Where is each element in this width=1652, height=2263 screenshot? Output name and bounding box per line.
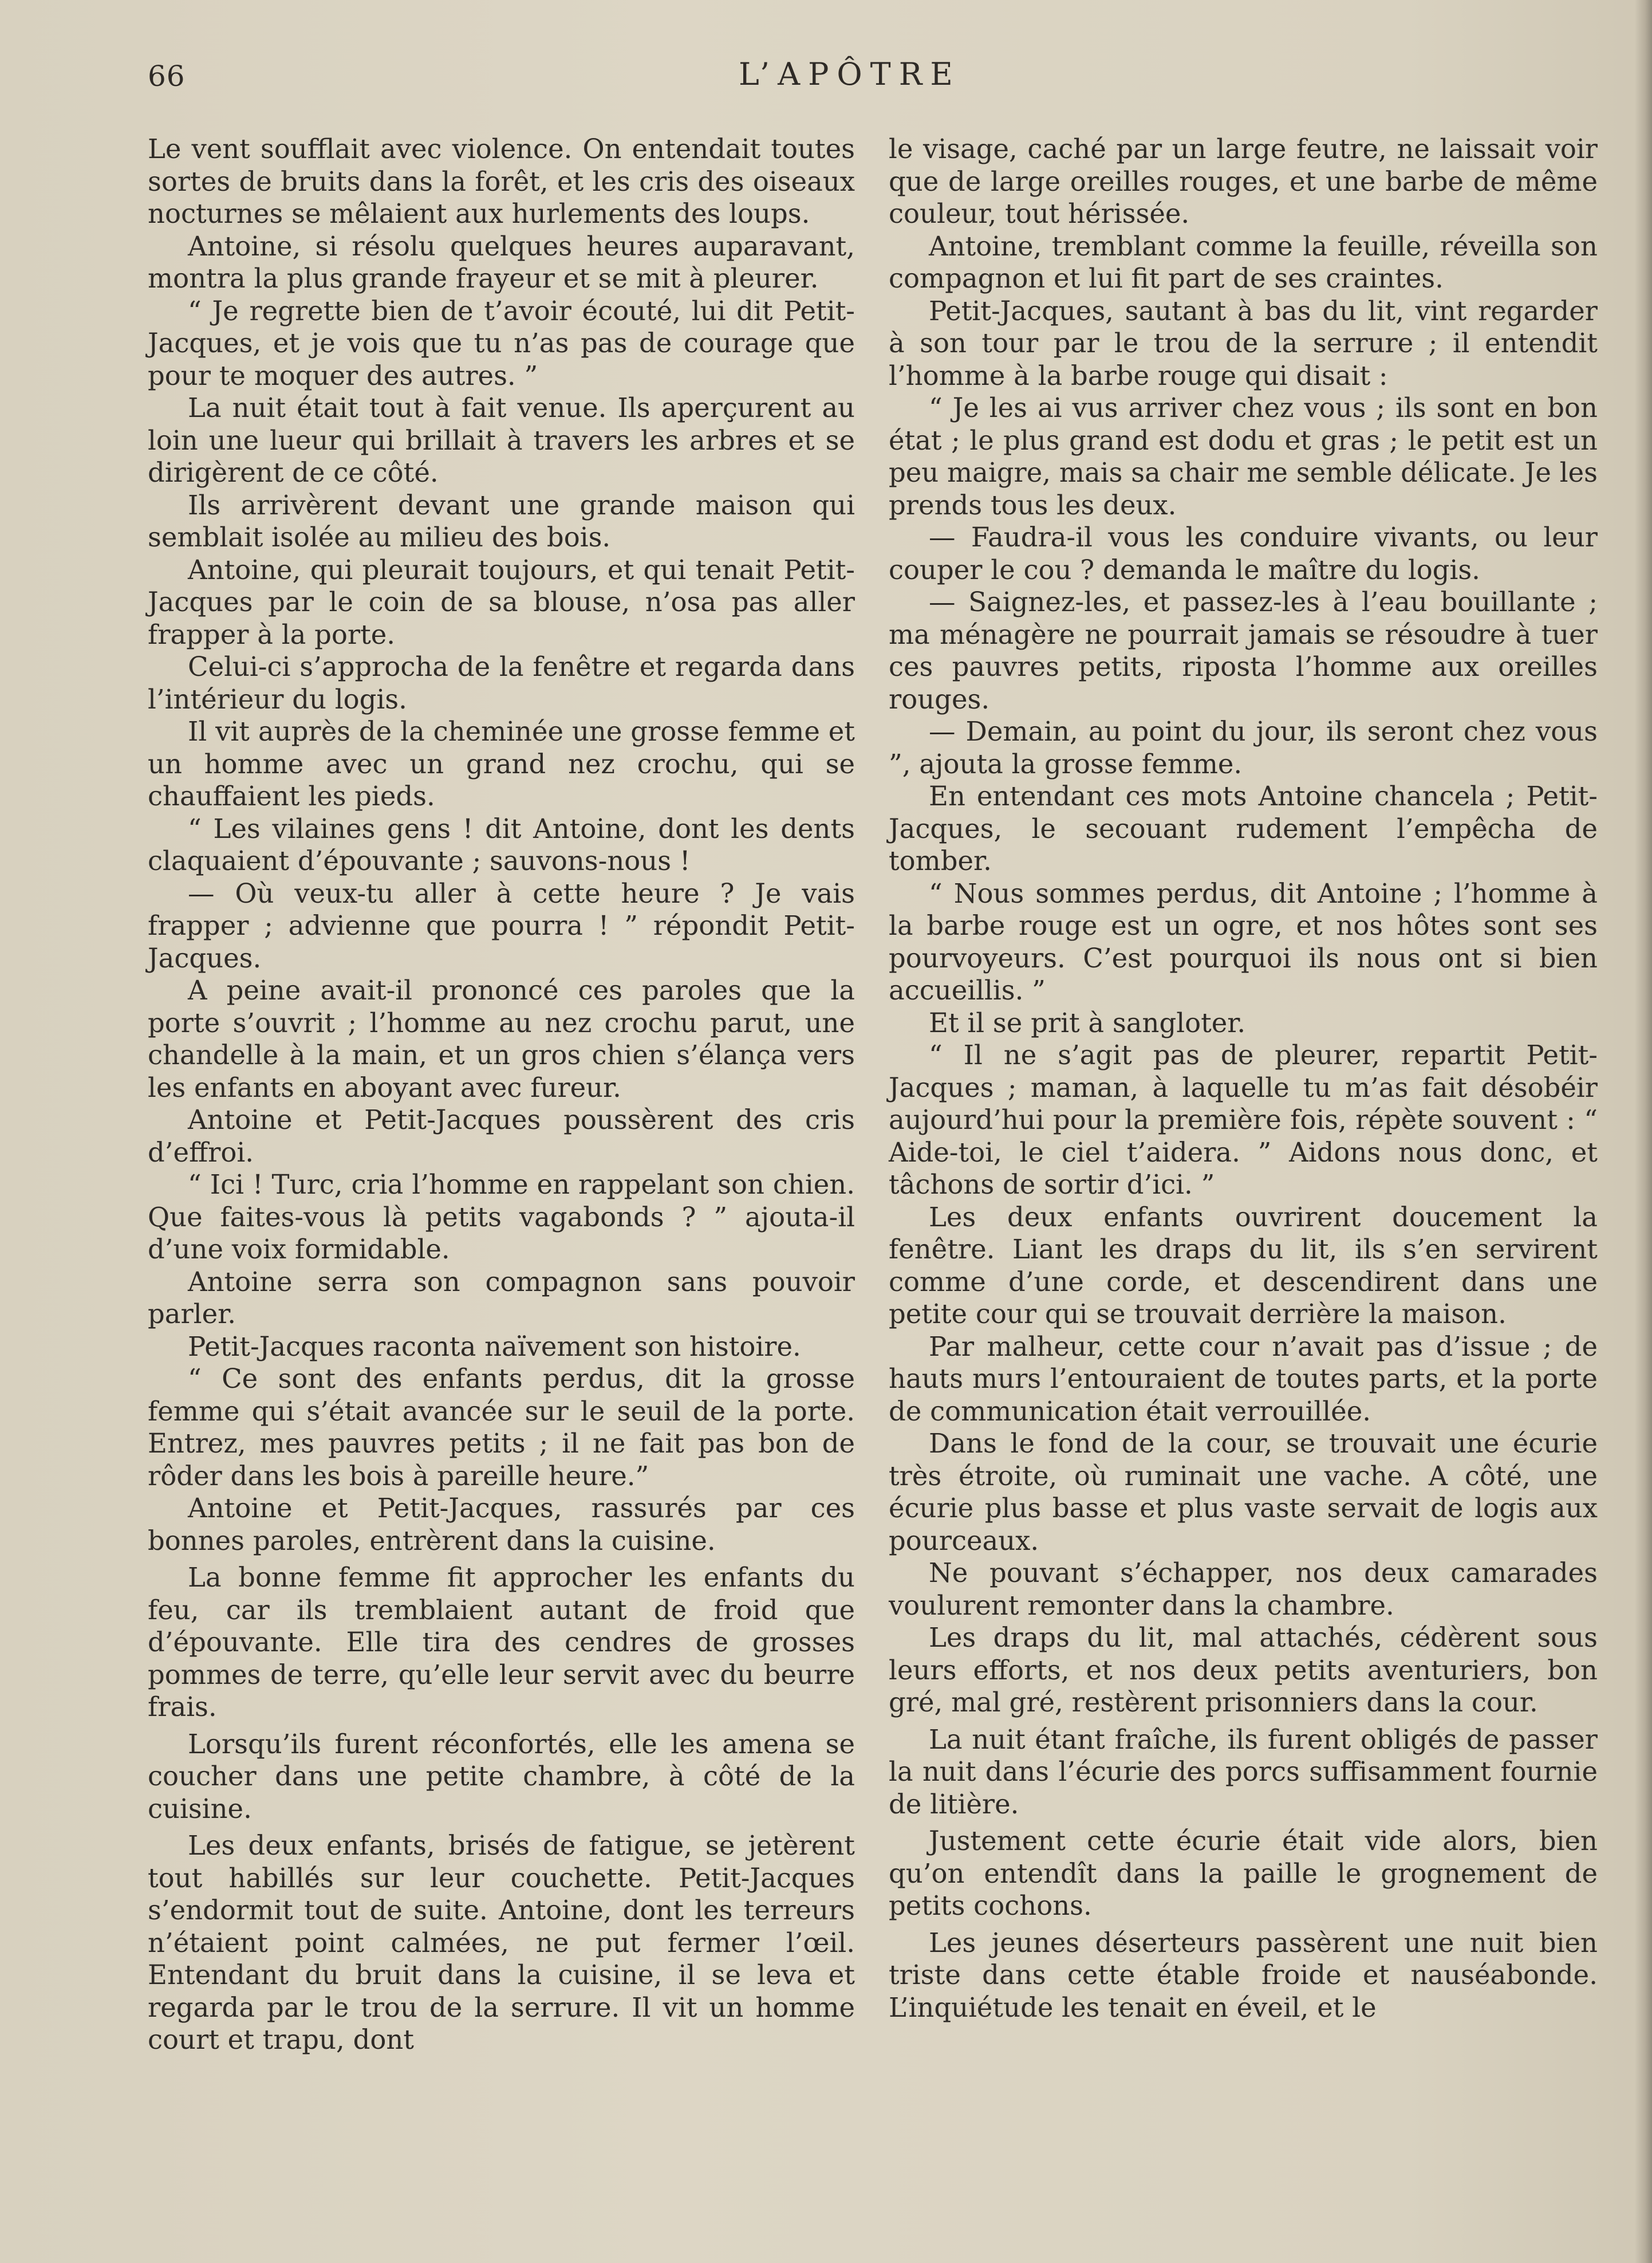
paragraph: En entendant ces mots Antoine chancela ; Petit-Jacques, le secouant rudement l’empêcha de tomber. [889, 781, 1598, 876]
paragraph: Les deux enfants ouvrirent doucement la fenêtre. Liant les draps du lit, ils s’en servirent comme d’une corde, et descendirent dans une petite cour qui se trouvait derrière la maison. [889, 1201, 1598, 1329]
paragraph: Par malheur, cette cour n’avait pas d’issue ; de hauts murs l’entouraient de toutes parts, et la porte de communication était verrouillée. [889, 1331, 1598, 1427]
paragraph: Petit-Jacques, sautant à bas du lit, vint regarder à son tour par le trou de la serrure ; il entendit l’homme à la barbe rouge qui disait : [889, 295, 1598, 391]
paragraph: Antoine, si résolu quelques heures auparavant, montra la plus grande frayeur et se mit à pleurer. [148, 230, 855, 294]
page-edge-shadow [1635, 0, 1652, 2263]
paragraph: “ Je les ai vus arriver chez vous ; ils sont en bon état ; le plus grand est dodu et gras ; le petit est un peu maigre, mais sa chair me semble délicate. Je les prends tous les deux. [889, 392, 1598, 521]
paragraph: Antoine et Petit-Jacques poussèrent des cris d’effroi. [148, 1104, 855, 1168]
paragraph: Ne pouvant s’échapper, nos deux camarades voulurent remonter dans la chambre. [889, 1557, 1598, 1621]
paragraph: Antoine, qui pleurait toujours, et qui tenait Petit-Jacques par le coin de sa blouse, n’osa pas aller frapper à la porte. [148, 554, 855, 650]
paragraph: Antoine, tremblant comme la feuille, réveilla son compagnon et lui fit part de ses craintes. [889, 230, 1598, 294]
running-title: L’APÔTRE [739, 56, 961, 92]
paragraph: Antoine serra son compagnon sans pouvoir parler. [148, 1266, 855, 1329]
paragraph: Antoine et Petit-Jacques, rassurés par ces bonnes paroles, entrèrent dans la cuisine. [148, 1493, 855, 1556]
paragraph: “ Ici ! Turc, cria l’homme en rappelant son chien. Que faites-vous là petits vagabonds ? ” ajouta-il d’une voix formidable. [148, 1169, 855, 1265]
paragraph: — Où veux-tu aller à cette heure ? Je vais frapper ; advienne que pourra ! ” répondit Petit-Jacques. [148, 877, 855, 974]
paragraph: — Demain, au point du jour, ils seront chez vous ”, ajouta la grosse femme. [889, 716, 1598, 780]
paragraph: Dans le fond de la cour, se trouvait une écurie très étroite, où ruminait une vache. A côté, une écurie plus basse et plus vaste servait de logis aux pourceaux. [889, 1428, 1598, 1556]
paragraph: Ils arrivèrent devant une grande maison qui semblait isolée au milieu des bois. [148, 489, 855, 553]
paragraph: Les deux enfants, brisés de fatigue, se jetèrent tout habillés sur leur couchette. Petit-Jacques s’endormit tout de suite. Antoine, dont les terreurs n’étaient point calmées, ne put fermer l’œil. Entendant du bruit dans la cuisine, il se leva et regarda par le trou de la serrure. Il vit un homme court et trapu, dont [148, 1830, 855, 2055]
paragraph: — Faudra-il vous les conduire vivants, ou leur couper le cou ? demanda le maître du logis. [889, 522, 1598, 585]
paragraph: Lorsqu’ils furent réconfortés, elle les amena se coucher dans une petite chambre, à côté de la cuisine. [148, 1728, 855, 1824]
page-number: 66 [148, 60, 186, 93]
paragraph: Il vit auprès de la cheminée une grosse femme et un homme avec un grand nez crochu, qui se chauffaient les pieds. [148, 716, 855, 812]
paragraph: le visage, caché par un large feutre, ne laissait voir que de large oreilles rouges, et une barbe de même couleur, tout hérissée. [889, 133, 1598, 229]
paragraph: Les jeunes déserteurs passèrent une nuit bien triste dans cette étable froide et nauséabonde. L’inquiétude les tenait en éveil, et le [889, 1927, 1598, 2023]
paragraph: “ Ce sont des enfants perdus, dit la grosse femme qui s’était avancée sur le seuil de la porte. Entrez, mes pauvres petits ; il ne fait pas bon de rôder dans les bois à pareille heure.” [148, 1363, 855, 1491]
paragraph: A peine avait-il prononcé ces paroles que la porte s’ouvrit ; l’homme au nez crochu parut, une chandelle à la main, et un gros chien s’élança vers les enfants en aboyant avec fureur. [148, 975, 855, 1103]
left-column [148, 133, 855, 2056]
paragraph: Et il se prit à sangloter. [929, 1007, 1246, 1038]
paragraph: La nuit étant fraîche, ils furent obligés de passer la nuit dans l’écurie des porcs suffisamment fournie de litière. [889, 1723, 1598, 1820]
paragraph: “ Les vilaines gens ! dit Antoine, dont les dents claquaient d’épouvante ; sauvons-nous ! [148, 813, 855, 876]
paragraph: Celui-ci s’approcha de la fenêtre et regarda dans l’intérieur du logis. [148, 651, 855, 715]
paragraph: — Saignez-les, et passez-les à l’eau bouillante ; ma ménagère ne pourrait jamais se résoudre à tuer ces pauvres petits, riposta l’homme aux oreilles rouges. [889, 587, 1598, 715]
paragraph: Les draps du lit, mal attachés, cédèrent sous leurs efforts, et nos deux petits aventuriers, bon gré, mal gré, restèrent prisonniers dans la cour. [889, 1622, 1598, 1718]
paragraph: Justement cette écurie était vide alors, bien qu’on entendît dans la paille le grognement de petits cochons. [889, 1825, 1598, 1921]
paragraph: “ Nous sommes perdus, dit Antoine ; l’homme à la barbe rouge est un ogre, et nos hôtes sont ses pourvoyeurs. C’est pourquoi ils nous ont si bien accueillis. ” [889, 877, 1598, 1006]
paragraph: La nuit était tout à fait venue. Ils aperçurent au loin une lueur qui brillait à travers les arbres et se dirigèrent de ce côté. [148, 392, 855, 488]
right-column [889, 133, 1598, 2024]
paragraph: “ Je regrette bien de t’avoir écouté, lui dit Petit-Jacques, et je vois que tu n’as pas de courage que pour te moquer des autres. ” [148, 295, 855, 391]
paragraph: Le vent soufflait avec violence. On entendait toutes sortes de bruits dans la forêt, et les cris des oiseaux nocturnes se mêlaient aux hurlements des loups. [148, 133, 855, 229]
paragraph: La bonne femme fit approcher les enfants du feu, car ils tremblaient autant de froid que d’épouvante. Elle tira des cendres de grosses pommes de terre, qu’elle leur servit avec du beurre frais. [148, 1562, 855, 1722]
paragraph: Petit-Jacques raconta naïvement son histoire. [188, 1331, 801, 1362]
paragraph: “ Il ne s’agit pas de pleurer, repartit Petit-Jacques ; maman, à laquelle tu m’as fait désobéir aujourd’hui pour la première fois, répète souvent : “ Aide-toi, le ciel t’aidera. ” Aidons nous donc, et tâchons de sortir d’ici. ” [889, 1040, 1598, 1200]
